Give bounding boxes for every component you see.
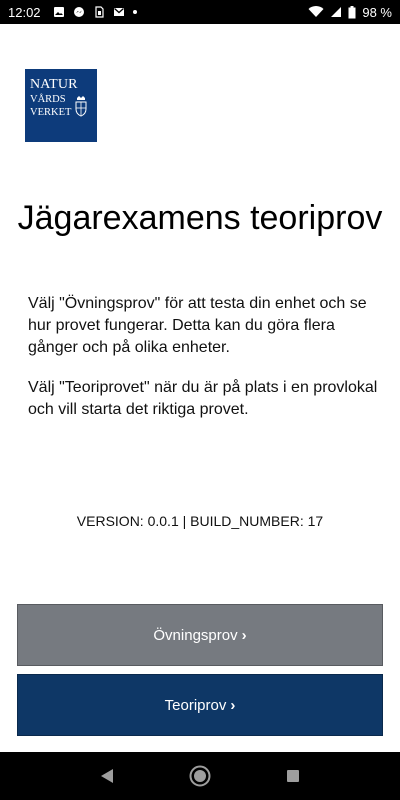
battery-percentage: 98 %: [362, 4, 392, 20]
crest-icon: [75, 95, 87, 117]
back-button[interactable]: [95, 764, 119, 788]
wifi-icon: [308, 6, 324, 18]
data-icon: [330, 6, 342, 18]
system-nav-bar: [0, 752, 400, 800]
theory-test-label: Teoriprov: [164, 696, 227, 714]
theory-test-button[interactable]: [17, 674, 383, 736]
chevron-right-icon: ›: [241, 626, 247, 644]
home-icon: [189, 765, 211, 787]
recents-button[interactable]: [281, 764, 305, 788]
logo-line-2: VÅRDS: [30, 94, 66, 105]
naturvardsverket-logo: [25, 69, 97, 142]
recents-icon: [286, 769, 300, 783]
instructions-paragraph-theory: Välj "Teoriprovet" när du är på plats i en provlokal och vill starta det riktiga provet.: [28, 379, 378, 418]
version-info: VERSION: 0.0.1 | BUILD_NUMBER: 17: [76, 513, 324, 529]
logo-line-1: NATUR: [30, 77, 78, 92]
home-button[interactable]: [188, 764, 212, 788]
status-bar: [0, 0, 400, 24]
chevron-right-icon: ›: [230, 696, 236, 714]
gmail-icon: [113, 6, 125, 18]
image-icon: [53, 6, 65, 18]
battery-icon: [348, 6, 356, 19]
dot-icon: [133, 10, 137, 14]
status-time: 12:02: [8, 4, 41, 20]
sim-icon: [93, 6, 105, 18]
logo-line-3: VERKET: [30, 107, 72, 118]
practice-test-button[interactable]: [17, 604, 383, 666]
messenger-icon: [73, 6, 85, 18]
instructions: [28, 293, 380, 421]
back-icon: [100, 768, 114, 784]
page-title: Jägarexamens teoriprov: [17, 199, 383, 237]
practice-test-label: Övningsprov: [153, 626, 238, 644]
instructions-paragraph-practice: Välj "Övningsprov" för att testa din enhet och se hur provet fungerar. Detta kan du göra flera gånger och på olika enheter.: [28, 295, 367, 356]
